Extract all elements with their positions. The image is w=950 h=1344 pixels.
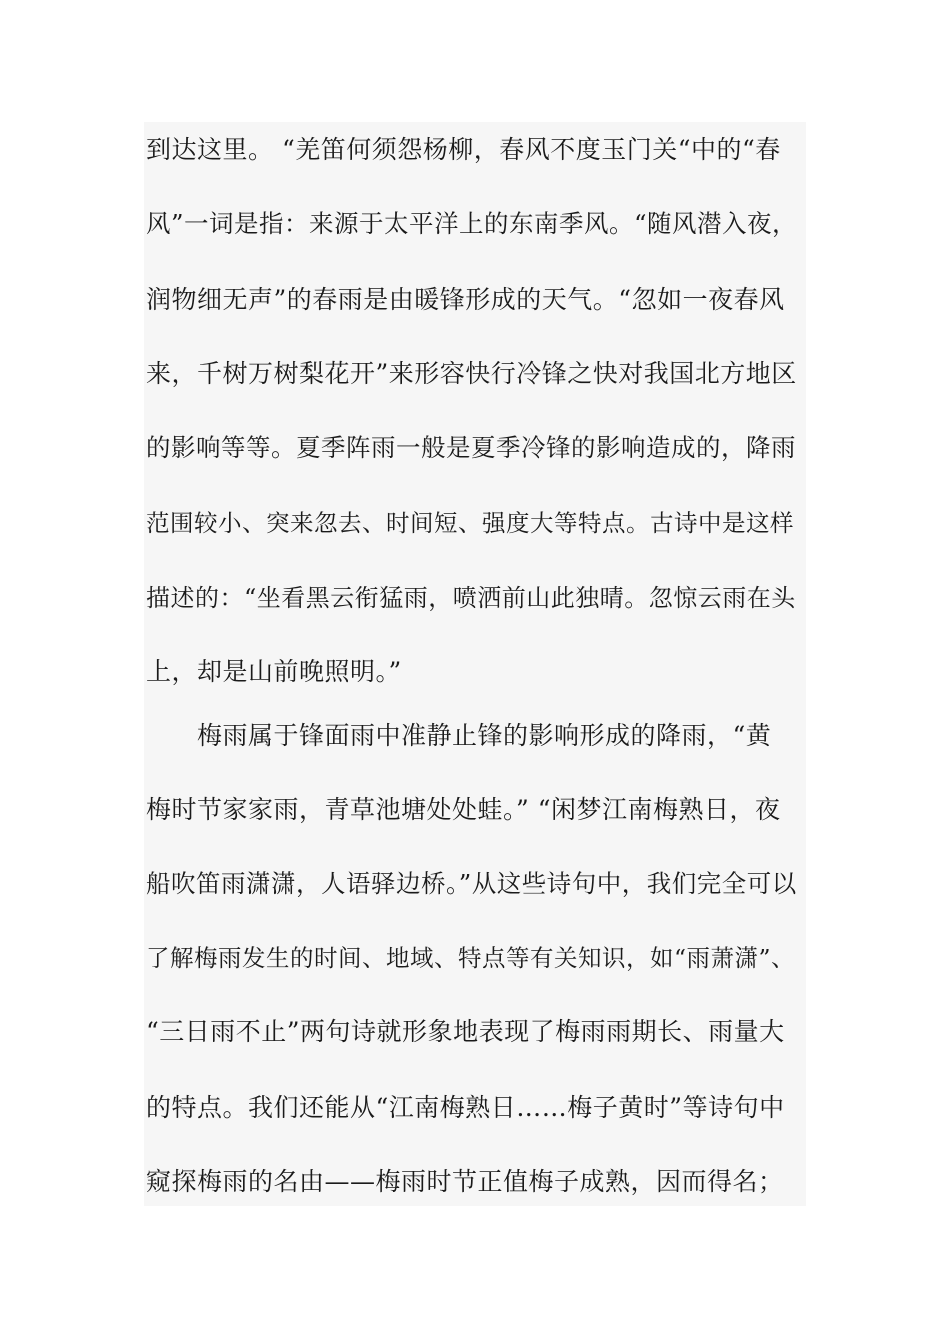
text-line: 船吹笛雨潇潇，人语驿边桥。”从这些诗句中，我们完全可以 xyxy=(146,869,797,898)
text-line: 风”一词是指：来源于太平洋上的东南季风。“随风潜入夜， xyxy=(146,209,798,238)
text-line: 上，却是山前晚照明。” xyxy=(146,657,402,686)
text-line: “三日雨不止”两句诗就形象地表现了梅雨雨期长、雨量大 xyxy=(146,1017,785,1046)
text-line: 描述的：“坐看黑云衔猛雨，喷洒前山此独晴。忽惊云雨在头 xyxy=(146,584,796,612)
text-line: 的影响等等。夏季阵雨一般是夏季冷锋的影响造成的，降雨 xyxy=(146,433,796,462)
text-line: 润物细无声”的春雨是由暖锋形成的天气。“忽如一夜春风 xyxy=(146,285,785,314)
text-line: 来，千树万树梨花开”来形容快行冷锋之快对我国北方地区 xyxy=(146,359,797,388)
text-line: 梅雨属于锋面雨中准静止锋的影响形成的降雨，“黄 xyxy=(146,721,772,750)
text-line: 窥探梅雨的名由——梅雨时节正值梅子成熟，因而得名； xyxy=(146,1167,784,1196)
text-line: 的特点。我们还能从“江南梅熟日……梅子黄时”等诗句中 xyxy=(146,1093,785,1122)
text-line: 到达这里。 “羌笛何须怨杨柳，春风不度玉门关“中的“春 xyxy=(146,135,781,164)
text-line: 了解梅雨发生的时间、地域、特点等有关知识，如“雨萧潇”、 xyxy=(146,944,796,972)
text-line: 梅时节家家雨，青草池塘处处蛙。” “闲梦江南梅熟日，夜 xyxy=(146,795,781,824)
text-line: 范围较小、突来忽去、时间短、强度大等特点。古诗中是这样 xyxy=(146,509,794,537)
